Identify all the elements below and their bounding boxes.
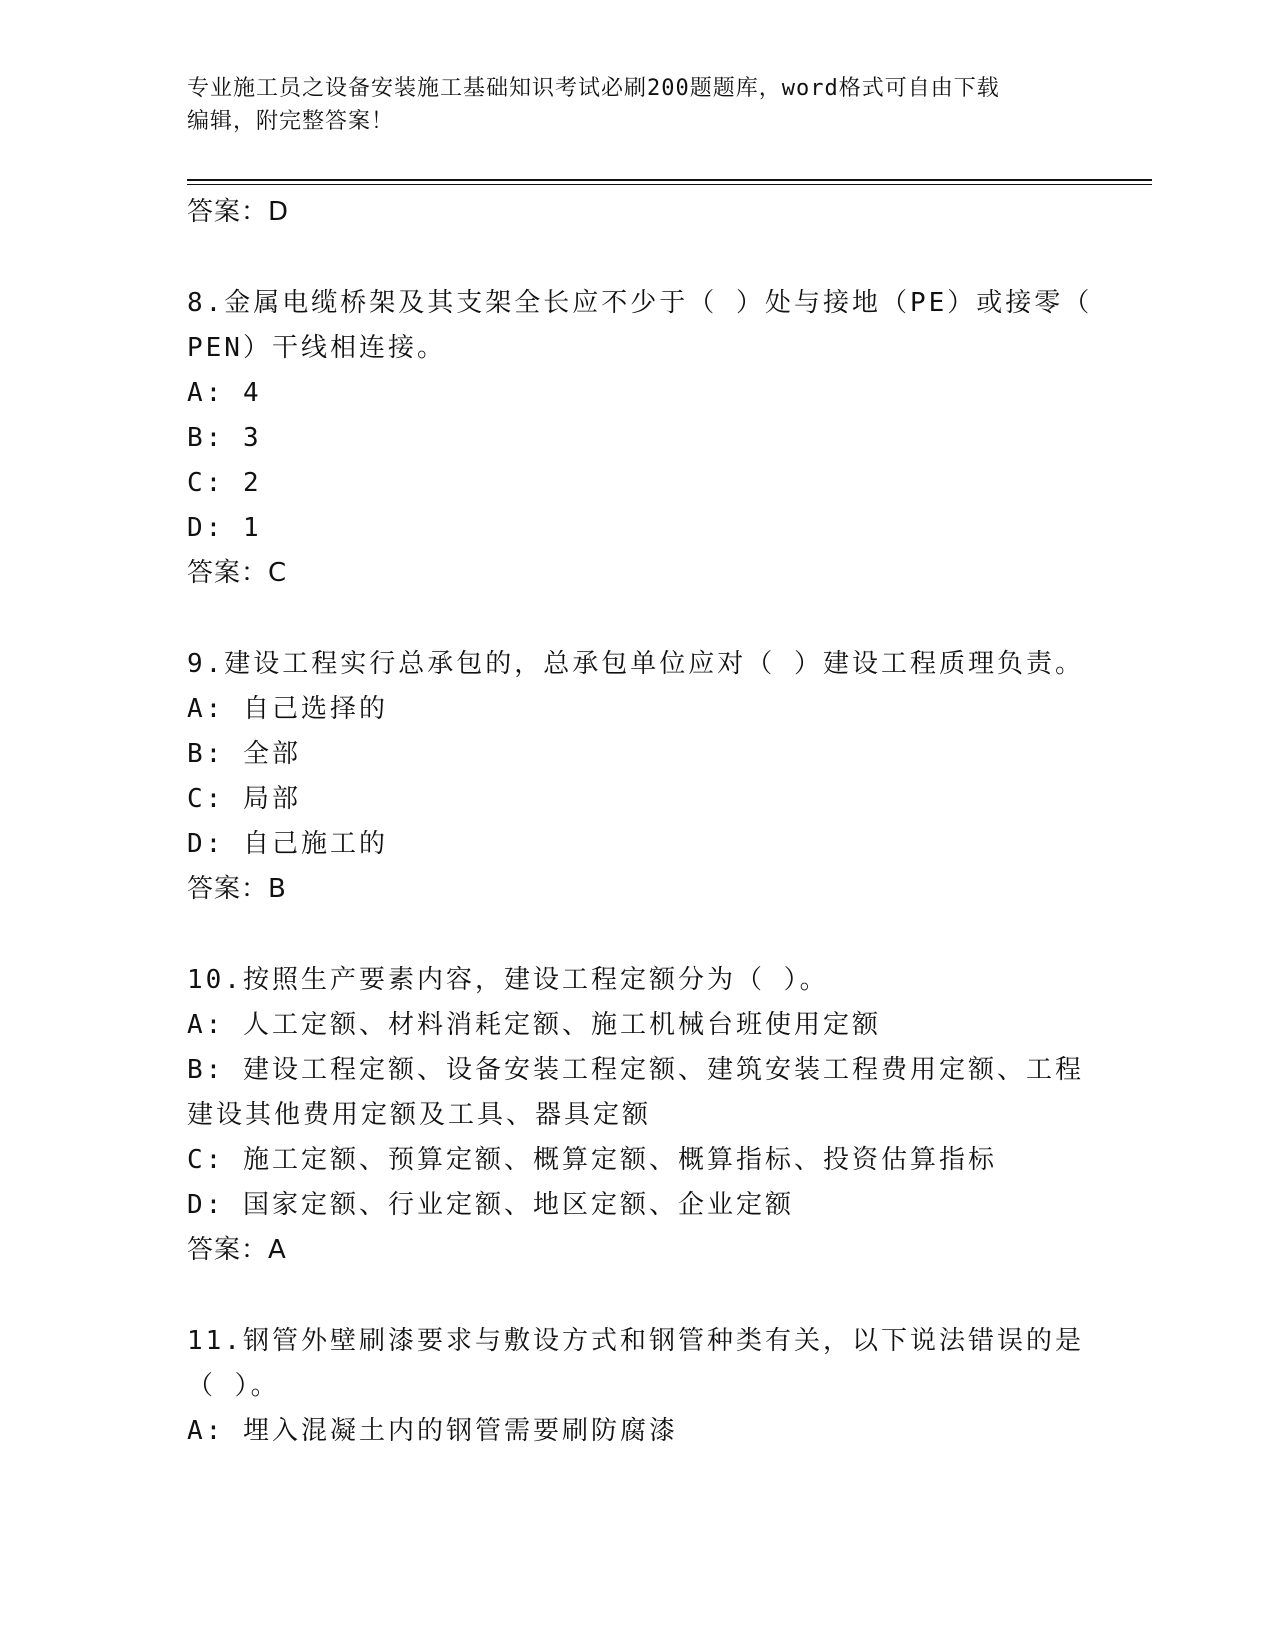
header-rule-thick — [187, 179, 1152, 181]
spacer — [187, 912, 1087, 958]
question-9-option-d: D: 自己施工的 — [187, 829, 388, 859]
question-10-option-a: A: 人工定额、材料消耗定额、施工机械台班使用定额 — [187, 1010, 881, 1040]
question-11-stem-line-1: 11.钢管外壁刷漆要求与敷设方式和钢管种类有关，以下说法错误的是 — [187, 1326, 1084, 1356]
question-10-option-d: D: 国家定额、行业定额、地区定额、企业定额 — [187, 1190, 794, 1220]
spacer — [187, 235, 1087, 281]
question-8 — [187, 281, 1093, 596]
question-9 — [187, 642, 1087, 912]
answer-7: 答案：D — [187, 197, 290, 227]
question-9-stem: 9.建设工程实行总承包的，总承包单位应对（ ）建设工程质理负责。 — [187, 649, 1084, 679]
answer-8: 答案：C — [187, 558, 288, 588]
question-9-option-c: C: 局部 — [187, 784, 301, 814]
question-11-option-a: A: 埋入混凝土内的钢管需要刷防腐漆 — [187, 1416, 678, 1446]
question-9-option-b: B: 全部 — [187, 739, 301, 769]
header-rule-thin — [187, 184, 1152, 185]
question-8-option-a: A: 4 — [187, 378, 262, 408]
question-10-option-c: C: 施工定额、预算定额、概算定额、概算指标、投资估算指标 — [187, 1145, 997, 1175]
question-8-option-b: B: 3 — [187, 423, 262, 453]
question-10 — [187, 958, 1087, 1273]
header-line-1: 专业施工员之设备安装施工基础知识考试必刷200题题库，word格式可自由下载 — [187, 76, 1000, 101]
document-header — [187, 72, 1067, 138]
question-11 — [187, 1319, 1087, 1454]
answer-9: 答案：B — [187, 874, 287, 904]
spacer — [187, 596, 1087, 642]
question-8-stem-line-2: PEN）干线相连接。 — [187, 333, 446, 363]
question-9-option-a: A: 自己选择的 — [187, 694, 388, 724]
question-11-stem-line-2: （ ）。 — [187, 1371, 280, 1401]
question-8-option-c: C: 2 — [187, 468, 262, 498]
question-10-option-b-line-1: B: 建设工程定额、设备安装工程定额、建筑安装工程费用定额、工程 — [187, 1055, 1084, 1085]
question-8-stem-line-1: 8.金属电缆桥架及其支架全长应不少于（ ）处与接地（PE）或接零（ — [187, 288, 1093, 318]
question-10-option-b-line-2: 建设其他费用定额及工具、器具定额 — [187, 1100, 652, 1130]
spacer — [187, 1273, 1087, 1319]
header-line-2: 编辑，附完整答案！ — [187, 109, 395, 134]
question-10-stem: 10.按照生产要素内容，建设工程定额分为（ ）。 — [187, 965, 829, 995]
question-list — [187, 190, 1093, 1454]
answer-10: 答案：A — [187, 1235, 287, 1265]
question-8-option-d: D: 1 — [187, 513, 262, 543]
